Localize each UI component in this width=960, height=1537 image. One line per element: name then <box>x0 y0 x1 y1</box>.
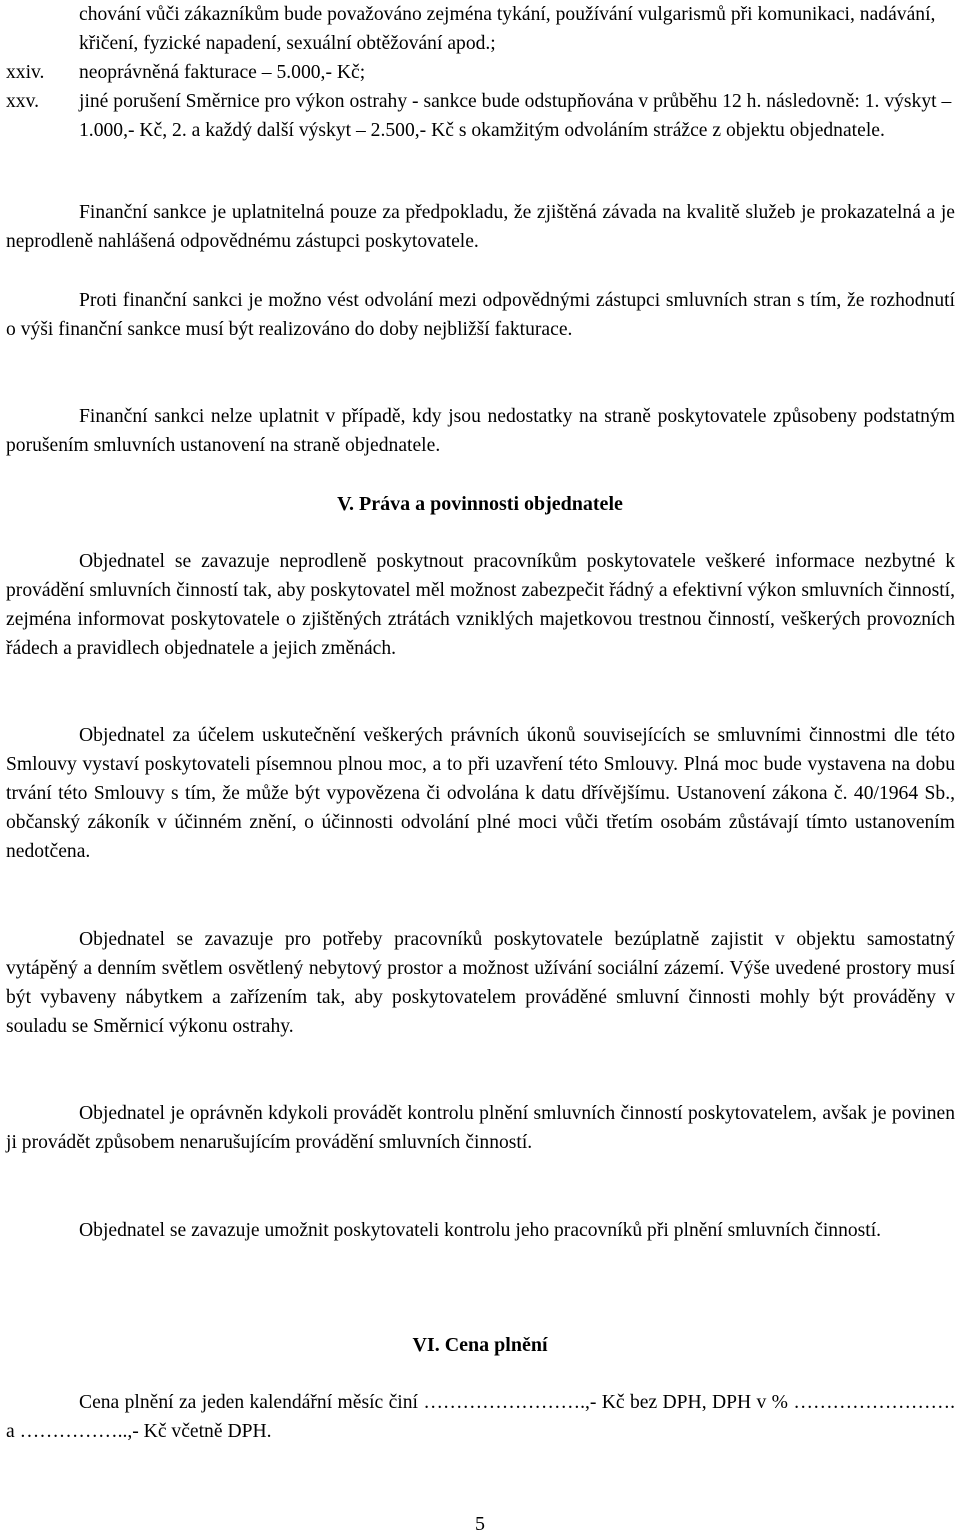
list-item-text: chování vůči zákazníkům bude považováno zejména tykání, používání vulgarismů při komunikaci, nadávání, křičení, fyzické napadení, sexuální obtěžování apod.; <box>79 4 936 54</box>
paragraph-premises: Objednatel se zavazuje pro potřeby pracovníků poskytovatele bezúplatně zajistit v objektu samostatný vytápěný a denním světlem osvětlený nebytový prostor a možnost užívání sociální zázemí. Výše uvedené prostory musí být vybaveny nábytkem a zařízením tak, aby poskytovatelem prováděné smluvní činnosti mohly být prováděny v souladu se Směrnicí výkonu ostrahy. <box>6 929 955 1037</box>
list-item <box>6 0 956 58</box>
sanction-list <box>6 0 956 145</box>
page-number: 5 <box>475 1513 485 1535</box>
paragraph-price: Cena plnění za jeden kalendářní měsíc činí …………………….,- Kč bez DPH, DPH v % ……………………. a ……………..,- Kč včetně DPH. <box>6 1392 955 1442</box>
paragraph-information-duty: Objednatel se zavazuje neprodleně poskytnout pracovníkům poskytovatele veškeré informace nezbytné k provádění smluvních činností tak, aby poskytovatel měl možnost zabezpečit řádný a efektivní výkon smluvních činností, zejména informovat poskytovatele o zjištěných ztrátách vzniklých majetkovou trestnou činností, veškerých provozních řádech a pravidlech objednatele a jejich změnách. <box>6 551 955 659</box>
paragraph-sanction-appeal: Proti finanční sankci je možno vést odvolání mezi odpovědnými zástupci smluvních stran s tím, že rozhodnutí o výši finanční sankce musí být realizováno do doby nejbližší fakturace. <box>6 290 955 340</box>
paragraph-power-of-attorney: Objednatel za účelem uskutečnění veškerých právních úkonů souvisejících se smluvními činnostmi dle této Smlouvy vystaví poskytovateli písemnou plnou moc, a to při uzavření této Smlouvy. Plná moc bude vystavena na dobu trvání této Smlouvy s tím, že může být vypovězena či odvolána k datu dřívějšímu. Ustanovení zákona č. 40/1964 Sb., občanský zákoník v účinném znění, o účinnosti odvolání plné moci vůči třetím osobám zůstávají tímto ustanovením nedotčena. <box>6 725 955 862</box>
paragraph-sanction-exclusion: Finanční sankci nelze uplatnit v případě, kdy jsou nedostatky na straně poskytovatele způsobeny podstatným porušením smluvních ustanovení na straně objednatele. <box>6 406 955 456</box>
paragraph-sanction-applicability: Finanční sankce je uplatnitelná pouze za předpokladu, že zjištěná závada na kvalitě služeb je prokazatelná a je neprodleně nahlášená odpovědnému zástupci poskytovatele. <box>6 202 955 252</box>
list-item-text: jiné porušení Směrnice pro výkon ostrahy - sankce bude odstupňována v průběhu 12 h. následovně: 1. výskyt – 1.000,- Kč, 2. a každý další výskyt – 2.500,- Kč s okamžitým odvoláním strážce z objektu objednatele. <box>79 91 952 141</box>
list-item-number: xxv. <box>6 91 40 112</box>
list-item <box>6 87 956 145</box>
paragraph-inspection-right: Objednatel je oprávněn kdykoli provádět kontrolu plnění smluvních činností poskytovatelem, avšak je povinen ji provádět způsobem nenarušujícím provádění smluvních činností. <box>6 1103 955 1153</box>
list-item-text: neoprávněná fakturace – 5.000,- Kč; <box>79 62 366 83</box>
list-item <box>6 58 956 87</box>
list-item-number: xxiv. <box>6 62 45 83</box>
paragraph-staff-control: Objednatel se zavazuje umožnit poskytovateli kontrolu jeho pracovníků při plnění smluvních činností. <box>79 1220 882 1241</box>
section-heading-vi: VI. Cena plnění <box>412 1334 548 1356</box>
section-heading-v: V. Práva a povinnosti objednatele <box>337 493 623 515</box>
